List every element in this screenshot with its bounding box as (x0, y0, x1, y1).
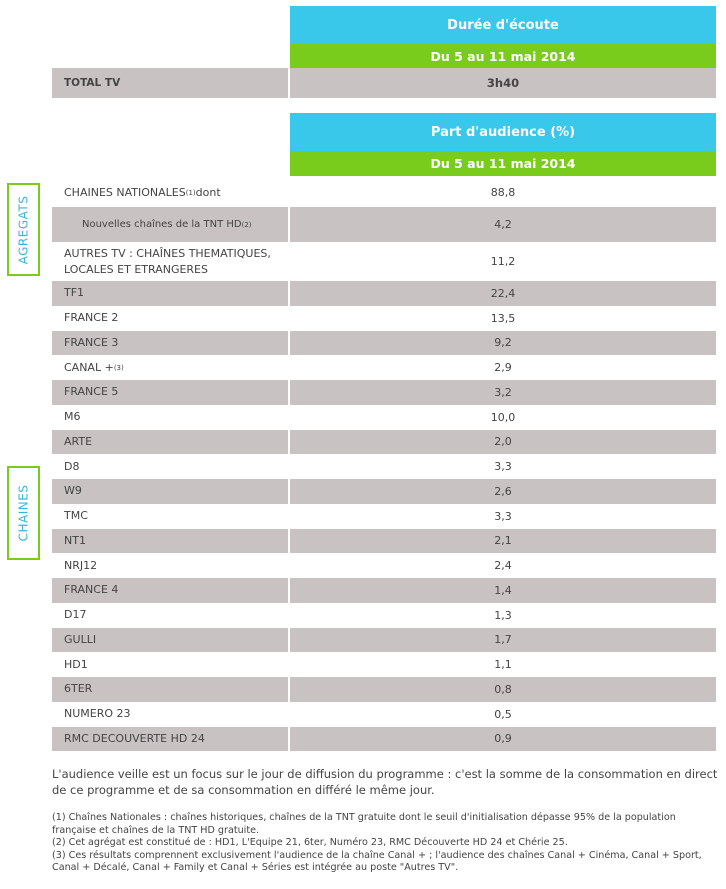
table-row (52, 578, 716, 603)
row-label (52, 306, 290, 331)
table-row (52, 242, 716, 281)
row-label (52, 405, 290, 430)
row-label: Nouvelles chaînes de la TNT HD (2) (52, 207, 290, 242)
row-label-text: M6 (64, 410, 81, 424)
row-label (52, 529, 290, 554)
table-row (52, 454, 716, 479)
total-tv-label: TOTAL TV (52, 68, 290, 98)
table-row (52, 504, 716, 529)
row-label-text: D8 (64, 459, 80, 473)
footnote-2: (2) Cet agrégat est constitué de : HD1, L'Equipe 21, 6ter, Numéro 23, RMC Découverte HD 24 et Chérie 25. (52, 837, 568, 848)
agregats-group-label (7, 183, 40, 276)
row-label (52, 702, 290, 727)
footnote-3: (3) Ces résultats comprennent exclusivement l'audience de la chaîne Canal + ; l'audience des chaînes Canal + Cinéma, Canal + Sport, Canal + Décalé, Canal + Family et Canal + Séries est intégrée au poste "Autres TV". (52, 849, 702, 873)
duree-header (290, 6, 716, 44)
row-value: 10,0 (490, 410, 516, 424)
part-header-text: Part d'audience (%) (430, 124, 576, 140)
row-label (52, 430, 290, 455)
row-value: 2,9 (494, 361, 512, 375)
table-row (52, 628, 716, 653)
row-label (52, 331, 290, 356)
row-label (52, 553, 290, 578)
row-label (52, 242, 290, 281)
row-label (52, 628, 290, 653)
row-value: 2,6 (494, 484, 512, 498)
part-period (290, 151, 716, 176)
table-row (52, 331, 716, 356)
audience-note: L'audience veille est un focus sur le jour de diffusion du programme : c'est la somme de la consommation en direct de ce programme et de sa consommation en différé le même jour. (52, 767, 718, 797)
chaines-group-label (7, 466, 40, 560)
row-label-text: NUMERO 23 (64, 707, 131, 721)
table-row (52, 702, 716, 727)
row-label-text: CHAINES NATIONALES (64, 185, 186, 199)
row-label: CHAINES NATIONALES (1) dont (64, 185, 221, 199)
table-row (52, 306, 716, 331)
row-label-text: FRANCE 3 (64, 335, 119, 349)
row-label-text: HD1 (64, 657, 88, 671)
row-label (52, 578, 290, 603)
part-period-text: Du 5 au 11 mai 2014 (430, 156, 576, 171)
row-label-text: D17 (64, 608, 87, 622)
row-label (52, 454, 290, 479)
agregats-group-text: AGREGATS (16, 195, 31, 264)
row-label-text: RMC DECOUVERTE HD 24 (64, 731, 205, 745)
row-label-text: CANAL + (64, 360, 114, 374)
row-label-text: Nouvelles chaînes de la TNT HD (82, 218, 242, 230)
row-value: 2,4 (494, 559, 512, 573)
row-value: 1,3 (494, 608, 512, 622)
table-row (52, 430, 716, 455)
row-value: 1,7 (494, 633, 512, 647)
table-row (52, 355, 716, 380)
row-label-suffix: dont (195, 185, 221, 199)
table-row (52, 677, 716, 702)
row-label (52, 727, 290, 752)
row-label (52, 504, 290, 529)
row-label-text: FRANCE 4 (64, 583, 119, 597)
table-row (52, 603, 716, 628)
row-label-text: TF1 (64, 286, 85, 300)
row-value: 3,3 (494, 460, 512, 474)
total-tv-value: 3h40 (486, 76, 520, 90)
table-row (52, 652, 716, 677)
table-row (52, 529, 716, 554)
row-value: 0,9 (494, 732, 512, 746)
row-value: 13,5 (490, 311, 516, 325)
footnotes (52, 812, 722, 875)
part-header (290, 113, 716, 151)
row-label (52, 677, 290, 702)
footnote-1: (1) Chaînes Nationales : chaînes historiques, chaînes de la TNT gratuite dont le seuil d'initialisation dépasse 95% de la population française et chaînes de la TNT HD gratuite. (52, 812, 676, 836)
row-label-text: ARTE (64, 434, 93, 448)
total-tv-row (52, 68, 716, 98)
row-value: 22,4 (490, 286, 516, 300)
row-value: 11,2 (490, 255, 516, 268)
table-row (52, 281, 716, 306)
row-label-text: W9 (64, 484, 82, 498)
row-label-text: GULLI (64, 632, 97, 646)
table-row (52, 553, 716, 578)
table-row (52, 178, 716, 207)
row-label (52, 380, 290, 405)
row-label-text: TMC (64, 509, 88, 523)
row-value: 88,8 (490, 186, 516, 199)
row-value: 0,8 (494, 682, 512, 696)
table-row (52, 380, 716, 405)
row-label-text: NT1 (64, 533, 86, 547)
row-label-text: NRJ12 (64, 558, 98, 572)
row-label-text: AUTRES TV : CHAÎNES THEMATIQUES, LOCALES ET ETRANGERES (64, 246, 271, 276)
table-row (52, 479, 716, 504)
row-value: 1,4 (494, 583, 512, 597)
row-label (52, 603, 290, 628)
row-value: 3,3 (494, 509, 512, 523)
row-value: 2,0 (494, 435, 512, 449)
row-value: 9,2 (494, 336, 512, 350)
chaines-group-text: CHAINES (16, 484, 31, 542)
duree-header-text: Durée d'écoute (447, 17, 559, 33)
table-row (52, 207, 716, 242)
row-value: 1,1 (494, 658, 512, 672)
table-row (52, 405, 716, 430)
row-value: 3,2 (494, 385, 512, 399)
row-label (52, 281, 290, 306)
row-label: CANAL + (3) (64, 360, 124, 374)
row-label (52, 479, 290, 504)
table-row (52, 727, 716, 752)
duree-period (290, 44, 716, 68)
row-value: 0,5 (494, 707, 512, 721)
row-label-text: FRANCE 2 (64, 311, 119, 325)
duree-period-text: Du 5 au 11 mai 2014 (430, 48, 576, 64)
row-label-text: 6TER (64, 682, 93, 696)
row-value: 4,2 (494, 218, 512, 231)
row-value: 2,1 (494, 534, 512, 548)
row-label (52, 652, 290, 677)
row-label-text: FRANCE 5 (64, 385, 119, 399)
